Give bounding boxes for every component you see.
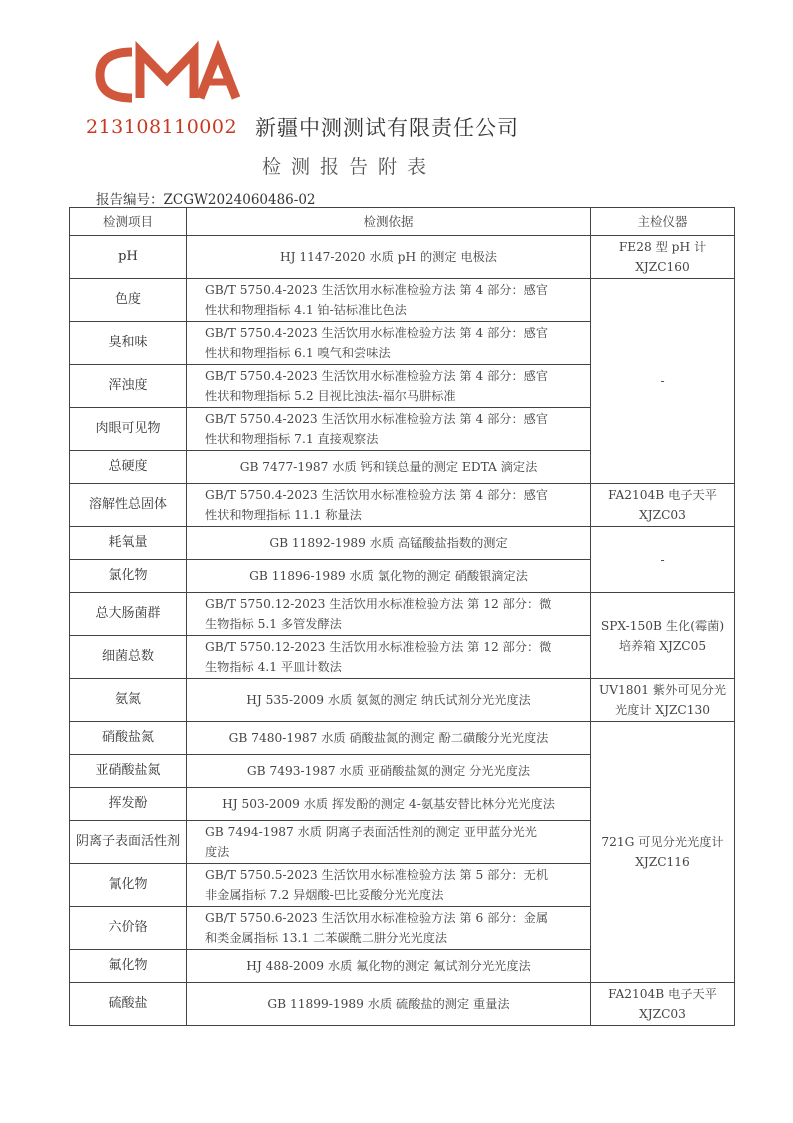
item-cell: 总大肠菌群 [70,593,187,636]
table-row [70,983,735,1026]
item-cell: 亚硝酸盐氮 [70,755,187,788]
header-item: 检测项目 [70,208,187,236]
basis-cell: GB 7477-1987 水质 钙和镁总量的测定 EDTA 滴定法 [187,451,591,484]
basis-cell: GB/T 5750.6-2023 生活饮用水标准检验方法 第 6 部分：金属 和类金属指标 13.1 二苯碳酰二肼分光光度法 [187,907,591,950]
table-row [70,279,735,322]
basis-cell: GB 7480-1987 水质 硝酸盐氮的测定 酚二磺酸分光光度法 [187,722,591,755]
item-cell: 细菌总数 [70,636,187,679]
table-row [70,679,735,722]
basis-cell: GB/T 5750.4-2023 生活饮用水标准检验方法 第 4 部分：感官 性状和物理指标 4.1 铂-钴标准比色法 [187,279,591,322]
item-cell: 色度 [70,279,187,322]
cma-logo [92,40,242,110]
basis-cell: GB 11899-1989 水质 硫酸盐的测定 重量法 [187,983,591,1026]
item-cell: 氰化物 [70,864,187,907]
basis-cell: GB/T 5750.4-2023 生活饮用水标准检验方法 第 4 部分：感官 性状和物理指标 6.1 嗅气和尝味法 [187,322,591,365]
table-row [70,236,735,279]
report-subtitle: 检测报告附表 [262,156,437,178]
item-cell: 总硬度 [70,451,187,484]
basis-cell: HJ 535-2009 水质 氨氮的测定 纳氏试剂分光光度法 [187,679,591,722]
item-cell: 六价铬 [70,907,187,950]
item-cell: pH [70,236,187,279]
item-cell: 硫酸盐 [70,983,187,1026]
table-row [70,722,735,755]
item-cell: 臭和味 [70,322,187,365]
basis-cell: GB/T 5750.4-2023 生活饮用水标准检验方法 第 4 部分：感官 性状和物理指标 7.1 直接观察法 [187,408,591,451]
header-basis: 检测依据 [187,208,591,236]
report-number: 报告编号：ZCGW2024060486-02 [96,192,316,208]
table-header-row [70,208,735,236]
item-cell: 浑浊度 [70,365,187,408]
basis-cell: GB/T 5750.4-2023 生活饮用水标准检验方法 第 4 部分：感官 性状和物理指标 5.2 目视比浊法-福尔马肼标准 [187,365,591,408]
instrument-cell: 721G 可见分光光度计 XJZC116 [591,722,735,983]
report-table [69,207,735,1026]
basis-cell: GB 7494-1987 水质 阴离子表面活性剂的测定 亚甲蓝分光光 度法 [187,821,591,864]
instrument-cell: - [591,279,735,484]
basis-cell: HJ 503-2009 水质 挥发酚的测定 4-氨基安替比林分光光度法 [187,788,591,821]
basis-cell: GB/T 5750.12-2023 生活饮用水标准检验方法 第 12 部分：微 生物指标 5.1 多管发酵法 [187,593,591,636]
item-cell: 阴离子表面活性剂 [70,821,187,864]
basis-cell: GB/T 5750.5-2023 生活饮用水标准检验方法 第 5 部分：无机 非金属指标 7.2 异烟酸-巴比妥酸分光光度法 [187,864,591,907]
cert-number: 213108110002 [86,116,238,138]
basis-cell: GB 11892-1989 水质 高锰酸盐指数的测定 [187,527,591,560]
basis-cell: GB/T 5750.12-2023 生活饮用水标准检验方法 第 12 部分：微 生物指标 4.1 平皿计数法 [187,636,591,679]
item-cell: 挥发酚 [70,788,187,821]
basis-cell: GB/T 5750.4-2023 生活饮用水标准检验方法 第 4 部分：感官 性状和物理指标 11.1 称量法 [187,484,591,527]
table-row [70,484,735,527]
item-cell: 氨氮 [70,679,187,722]
item-cell: 溶解性总固体 [70,484,187,527]
item-cell: 氟化物 [70,950,187,983]
table-row [70,593,735,636]
basis-cell: GB 11896-1989 水质 氯化物的测定 硝酸银滴定法 [187,560,591,593]
item-cell: 氯化物 [70,560,187,593]
instrument-cell: FE28 型 pH 计 XJZC160 [591,236,735,279]
basis-cell: GB 7493-1987 水质 亚硝酸盐氮的测定 分光光度法 [187,755,591,788]
instrument-cell: UV1801 紫外可见分光 光度计 XJZC130 [591,679,735,722]
instrument-cell: FA2104B 电子天平 XJZC03 [591,983,735,1026]
instrument-cell: SPX-150B 生化(霉菌) 培养箱 XJZC05 [591,593,735,679]
basis-cell: HJ 1147-2020 水质 pH 的测定 电极法 [187,236,591,279]
item-cell: 肉眼可见物 [70,408,187,451]
item-cell: 耗氧量 [70,527,187,560]
instrument-cell: FA2104B 电子天平 XJZC03 [591,484,735,527]
header-instrument: 主检仪器 [591,208,735,236]
company-name: 新疆中测测试有限责任公司 [255,116,519,140]
instrument-cell: - [591,527,735,593]
table-row [70,527,735,560]
basis-cell: HJ 488-2009 水质 氟化物的测定 氟试剂分光光度法 [187,950,591,983]
item-cell: 硝酸盐氮 [70,722,187,755]
